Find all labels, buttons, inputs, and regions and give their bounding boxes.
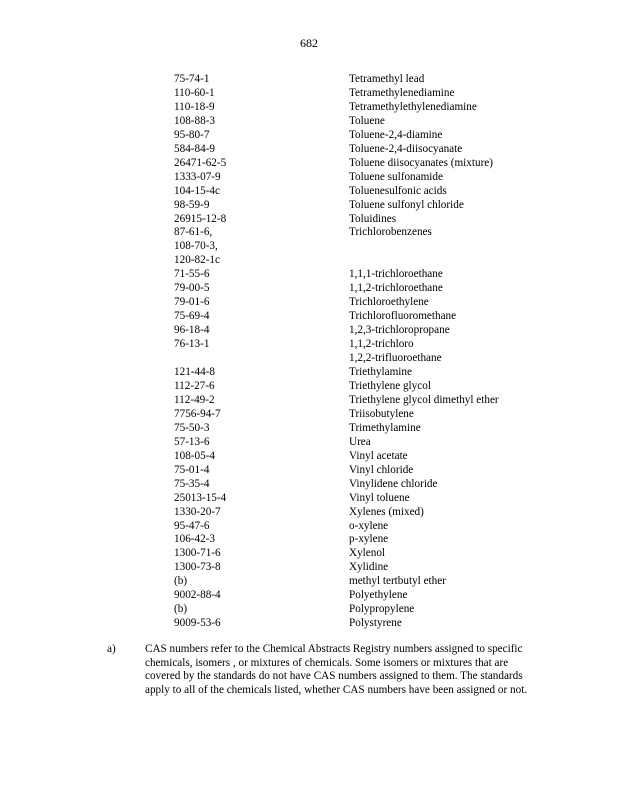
chemical-name: Trimethylamine	[349, 421, 421, 434]
cas-number: 1300-73-8	[174, 561, 221, 574]
chemical-name: 1,1,2-trichloro	[349, 338, 414, 351]
chemical-row	[174, 492, 544, 506]
cas-number: 75-74-1	[174, 73, 210, 85]
cas-number: 75-01-4	[174, 463, 210, 476]
cas-number: 9009-53-6	[174, 617, 221, 630]
cas-number: 25013-15-4	[174, 491, 227, 504]
chemical-row	[174, 157, 544, 171]
cas-number: 112-49-2	[174, 393, 215, 406]
chemical-name: Xylidine	[349, 561, 389, 574]
chemical-row	[174, 129, 544, 143]
chemical-row	[174, 533, 544, 547]
cas-number: (b)	[174, 575, 188, 588]
cas-number: 121-44-8	[174, 366, 216, 379]
chemical-name: Polystyrene	[349, 617, 402, 630]
cas-number: 95-47-6	[174, 519, 210, 532]
cas-number: 87-61-6,	[174, 226, 213, 239]
chemical-row	[174, 268, 544, 282]
chemical-name: Tetramethyl lead	[349, 73, 425, 85]
chemical-name: Urea	[349, 435, 371, 448]
chemical-name: o-xylene	[349, 519, 389, 532]
cas-number: 110-18-9	[174, 100, 215, 113]
chemical-row	[174, 310, 544, 324]
chemical-list	[174, 73, 544, 631]
cas-number: 108-70-3,	[174, 240, 218, 253]
chemical-name: Tetramethylethylenediamine	[349, 100, 477, 113]
chemical-name: Polyethylene	[349, 589, 408, 602]
chemical-name: Toluenesulfonic acids	[349, 184, 447, 197]
chemical-row	[174, 520, 544, 534]
chemical-name: Xylenes (mixed)	[349, 505, 424, 518]
chemical-row	[174, 617, 544, 631]
chemical-name: Trichlorofluoromethane	[349, 310, 457, 323]
chemical-row	[174, 589, 544, 603]
cas-number: 7756-94-7	[174, 407, 221, 420]
cas-number: 75-50-3	[174, 421, 210, 434]
chemical-name: Toluene-2,4-diisocyanate	[349, 142, 463, 155]
cas-number: 112-27-6	[174, 379, 215, 392]
chemical-row	[174, 478, 544, 492]
chemical-row	[174, 115, 544, 129]
chemical-name: 1,2,2-trifluoroethane	[349, 352, 442, 365]
chemical-name: Toluidines	[349, 212, 397, 225]
chemical-name: Vinyl acetate	[349, 449, 408, 462]
chemical-name: Toluene sulfonyl chloride	[349, 198, 464, 211]
chemical-row	[174, 199, 544, 213]
chemical-name: Vinyl chloride	[349, 463, 414, 476]
cas-number: 26915-12-8	[174, 212, 227, 225]
chemical-row	[174, 547, 544, 561]
chemical-row	[174, 575, 544, 589]
chemical-row	[174, 226, 544, 240]
cas-number: 76-13-1	[174, 338, 210, 351]
cas-number: 1300-71-6	[174, 547, 221, 560]
cas-number: 108-05-4	[174, 449, 216, 462]
cas-number: 106-42-3	[174, 533, 216, 546]
chemical-name: 1,1,2-trichloroethane	[349, 282, 443, 295]
cas-number: 9002-88-4	[174, 589, 221, 602]
cas-number: 71-55-6	[174, 268, 210, 281]
chemical-name: Toluene	[349, 114, 385, 127]
cas-number	[174, 352, 349, 366]
chemical-name: Trichlorobenzenes	[349, 226, 432, 239]
cas-number: 108-88-3	[174, 114, 216, 127]
chemical-row	[174, 101, 544, 115]
chemical-name: Toluene sulfonamide	[349, 170, 443, 183]
chemical-row	[174, 143, 544, 157]
chemical-name: Xylenol	[349, 547, 386, 560]
chemical-row	[174, 380, 544, 394]
chemical-name: Triisobutylene	[349, 407, 414, 420]
chemical-row	[174, 282, 544, 296]
chemical-name	[349, 240, 544, 254]
cas-number: 79-01-6	[174, 296, 210, 309]
chemical-name: Trichloroethylene	[349, 296, 429, 309]
cas-number: 96-18-4	[174, 324, 210, 337]
cas-number: 104-15-4c	[174, 184, 220, 197]
cas-number: 57-13-6	[174, 435, 210, 448]
chemical-name: Polypropylene	[349, 603, 415, 616]
chemical-row	[174, 213, 544, 227]
cas-number: 75-35-4	[174, 477, 210, 490]
chemical-row	[174, 352, 544, 366]
footnote-text: CAS numbers refer to the Chemical Abstracts Registry numbers assigned to specific chemicals, isomers , or mixtures of chemicals. Some isomers or mixtures that are covered by the standards do not have CAS numbers assigned to them. The standards apply to all of the chemicals listed, whether CAS numbers have been assigned or not.	[145, 643, 528, 696]
chemical-row	[174, 436, 544, 450]
cas-number: 75-69-4	[174, 310, 210, 323]
chemical-row	[174, 240, 544, 254]
chemical-name: p-xylene	[349, 533, 389, 546]
chemical-name: Vinyl toluene	[349, 491, 410, 504]
chemical-name: Vinylidene chloride	[349, 477, 438, 490]
cas-number: 584-84-9	[174, 142, 216, 155]
chemical-name: Toluene-2,4-diamine	[349, 128, 443, 141]
chemical-name: 1,1,1-trichloroethane	[349, 268, 443, 281]
chemical-row	[174, 87, 544, 101]
cas-number: 79-00-5	[174, 282, 210, 295]
chemical-row	[174, 450, 544, 464]
chemical-row	[174, 171, 544, 185]
cas-number: 120-82-1c	[174, 254, 220, 267]
chemical-row	[174, 394, 544, 408]
chemical-row	[174, 324, 544, 338]
cas-number: 1333-07-9	[174, 170, 221, 183]
cas-number: 95-80-7	[174, 128, 210, 141]
chemical-name: Triethylene glycol dimethyl ether	[349, 393, 499, 406]
cas-number: 110-60-1	[174, 86, 215, 99]
chemical-name: Triethylene glycol	[349, 379, 431, 392]
chemical-name: Toluene diisocyanates (mixture)	[349, 156, 493, 169]
chemical-row	[174, 422, 544, 436]
footnote-marker: a)	[107, 643, 116, 655]
chemical-name	[349, 254, 544, 268]
chemical-row	[174, 464, 544, 478]
chemical-row	[174, 366, 544, 380]
page-number: 682	[300, 36, 318, 50]
chemical-row	[174, 73, 544, 87]
cas-number: 26471-62-5	[174, 156, 227, 169]
chemical-row	[174, 185, 544, 199]
chemical-row	[174, 338, 544, 352]
cas-number: (b)	[174, 603, 188, 616]
chemical-row	[174, 408, 544, 422]
cas-number: 1330-20-7	[174, 505, 221, 518]
chemical-name: Tetramethylenediamine	[349, 86, 455, 99]
chemical-row	[174, 561, 544, 575]
chemical-row	[174, 603, 544, 617]
chemical-row	[174, 254, 544, 268]
cas-number: 98-59-9	[174, 198, 210, 211]
chemical-row	[174, 506, 544, 520]
chemical-row	[174, 296, 544, 310]
footnote	[107, 643, 537, 697]
chemical-name: 1,2,3-trichloropropane	[349, 324, 450, 337]
chemical-name: Triethylamine	[349, 366, 412, 379]
chemical-name: methyl tertbutyl ether	[349, 575, 446, 588]
